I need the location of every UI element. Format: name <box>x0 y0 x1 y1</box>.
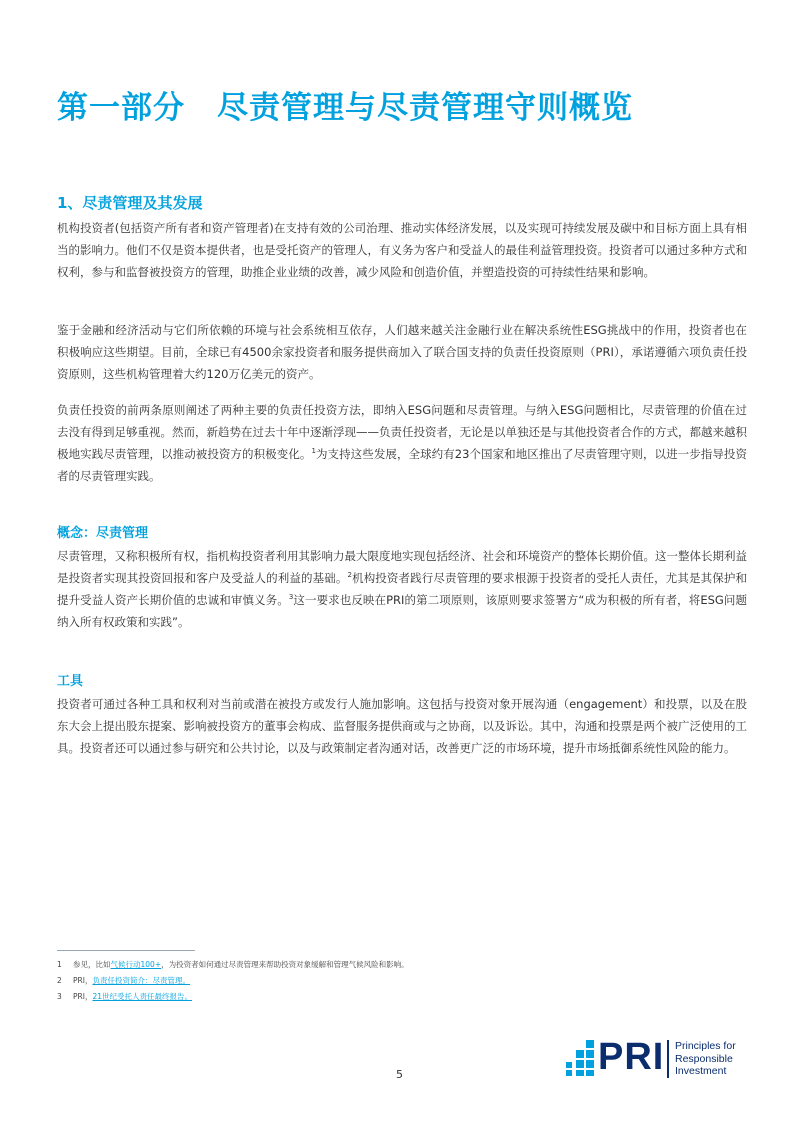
paragraph-tools: 投资者可通过各种工具和权利对当前或潜在被投方或发行人施加影响。这包括与投资对象开展沟通（engagement）和投票，以及在股东大会上提出股东提案、影响被投资方的董事会构成、监督服务提供商或与之协商，以及诉讼。其中，沟通和投票是两个被广泛使用的工具。投资者还可以通过参与研究和公共讨论，以及与政策制定者沟通对话，改善更广泛的市场环境，提升市场抵御系统性风险的能力。 <box>57 697 747 755</box>
footnote-ref-3[interactable]: 3 <box>288 593 294 602</box>
section-heading-concept: 概念：尽责管理 <box>57 526 149 541</box>
footnote-1 <box>57 957 657 973</box>
footnote-number: 1 <box>57 960 62 969</box>
pri-logo-mark: PRI <box>598 1036 665 1078</box>
footnote-ref-1[interactable]: 1 <box>311 447 316 456</box>
footnote-number: 2 <box>57 976 62 985</box>
footnote-text: PRI， <box>73 992 93 1001</box>
section-heading-tools: 工具 <box>57 674 84 689</box>
pri-logo-text <box>675 1040 736 1078</box>
paragraph-concept-text-a: 尽责管理，又称积极所有权，指机构投资者利用其影响力最大限度地实现包括经济、社会和环境资产的整体长期价值。这一整体长期利益是投资者实现其投资回报和客户及受益人的利益的基础。 <box>57 549 747 585</box>
footnote-link[interactable]: 负责任投资简介：尽责管理。 <box>92 976 190 985</box>
paragraph-principles-text-b: 为支持这些发展，全球约有23个国家和地区推出了尽责管理守则，以进一步指导投资者的尽责管理实践。 <box>57 447 747 483</box>
pri-logo-squares-icon <box>566 1040 596 1076</box>
pri-logo-line: Investment <box>675 1065 727 1077</box>
footnote-number: 3 <box>57 992 62 1001</box>
paragraph-concept-text-c: 这一要求也反映在PRI的第二项原则，该原则要求签署方“成为积极的所有者，将ESG问题纳入所有权政策和实践”。 <box>57 593 748 629</box>
footnote-link[interactable]: 气候行动100+ <box>110 960 162 969</box>
footnote-link[interactable]: 21世纪受托人责任最终报告。 <box>92 992 192 1001</box>
pri-logo <box>566 1036 751 1080</box>
pri-logo-line: Principles for <box>675 1040 736 1052</box>
section-heading-stewardship: 1、尽责管理及其发展 <box>57 194 203 212</box>
footnote-3 <box>57 989 657 1005</box>
pri-logo-line: Responsible <box>675 1052 733 1065</box>
paragraph-esg-context: 鉴于金融和经济活动与它们所依赖的环境与社会系统相互依存，人们越来越关注金融行业在解决系统性ESG挑战中的作用，投资者也在积极响应这些期望。目前，全球已有4500余家投资者和服务提供商加入了联合国支持的负责任投资原则（PRI），承诺遵循六项负责任投资原则，这些机构管理着大约120万亿美元的资产。 <box>57 323 747 381</box>
page-number: 5 <box>396 1068 403 1081</box>
footnote-text: 参见，比如 <box>73 960 111 969</box>
paragraph-concept-text-b: 机构投资者践行尽责管理的要求根源于投资者的受托人责任，尤其是其保护和提升受益人资产长期价值的忠诚和审慎义务。 <box>57 571 748 607</box>
paragraph-principles-text-a: 负责任投资的前两条原则阐述了两种主要的负责任投资方法，即纳入ESG问题和尽责管理。与纳入ESG问题相比，尽责管理的价值在过去没有得到足够重视。然而，新趋势在过去十年中逐渐浮现——负责任投资者，无论是以单独还是与其他投资者合作的方式，都越来越积极地实践尽责管理，以推动被投资方的积极变化。 <box>57 403 747 461</box>
footnote-ref-2[interactable]: 2 <box>347 571 352 580</box>
paragraph-concept <box>57 545 747 633</box>
footnote-text: PRI， <box>73 976 93 985</box>
footnote-text: ，为投资者如何通过尽责管理来帮助投资对象缓解和管理气候风险和影响。 <box>161 960 409 969</box>
paragraph-principles <box>57 399 747 487</box>
page-title: 第一部分 尽责管理与尽责管理守则概览 <box>57 90 633 126</box>
pri-logo-divider <box>667 1040 669 1078</box>
footnotes <box>57 957 657 1005</box>
footnote-2 <box>57 973 657 989</box>
footnote-divider <box>57 950 195 951</box>
paragraph-intro: 机构投资者(包括资产所有者和资产管理者)在支持有效的公司治理、推动实体经济发展，以及实现可持续发展及碳中和目标方面上具有相当的影响力。他们不仅是资本提供者，也是受托资产的管理人，有义务为客户和受益人的最佳利益管理投资。投资者可以通过多种方式和权利，参与和监督被投资方的管理，助推企业业绩的改善，减少风险和创造价值，并塑造投资的可持续性结果和影响。 <box>57 221 747 279</box>
